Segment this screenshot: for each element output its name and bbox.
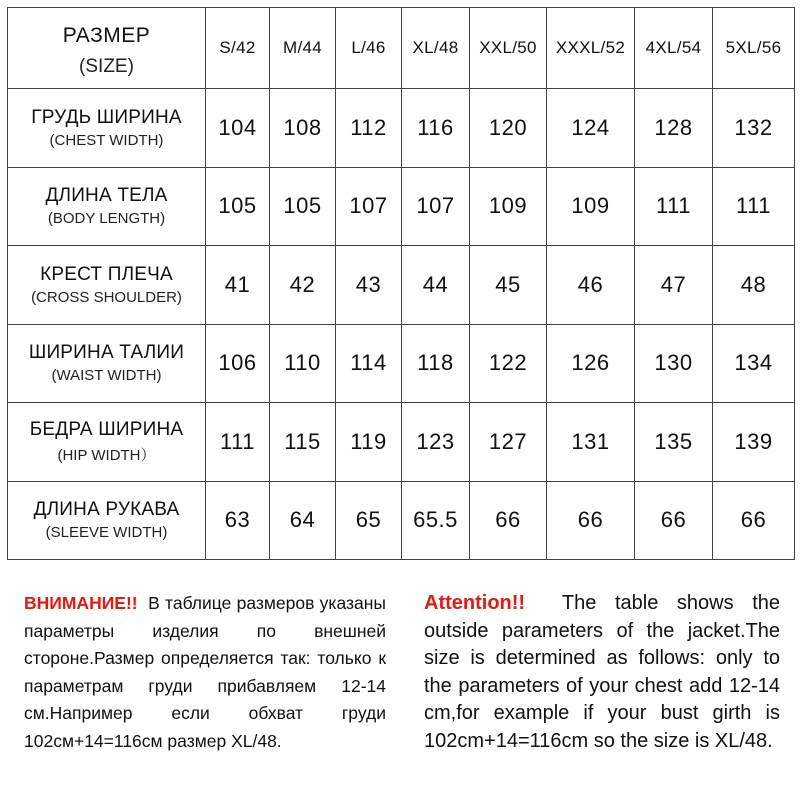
measurement-value-cell: 114 bbox=[336, 324, 402, 403]
note-text-en: The table shows the outside parameters of the jacket.The size is determined as follows: only to the parameters of your chest add 12-14 cm,for example if your bust girth is 102cm+14=116cm so the size is XL/48. bbox=[424, 592, 780, 752]
measurement-value-cell: 107 bbox=[402, 167, 470, 246]
measurement-label-cell bbox=[8, 324, 206, 403]
measurement-value-cell: 123 bbox=[402, 403, 470, 482]
measurement-value-cell: 66 bbox=[713, 481, 795, 560]
measurement-value-cell: 115 bbox=[270, 403, 336, 482]
measurement-label-ru: КРЕСТ ПЛЕЧА bbox=[40, 263, 173, 285]
measurement-value-cell: 127 bbox=[470, 403, 547, 482]
measurement-value-cell: 108 bbox=[270, 89, 336, 168]
measurement-value-cell: 122 bbox=[470, 324, 547, 403]
measurement-value-cell: 132 bbox=[713, 89, 795, 168]
measurement-label-ru: БЕДРА ШИРИНА bbox=[29, 418, 184, 440]
measurement-value-cell: 65 bbox=[336, 481, 402, 560]
warning-label-en: Attention!! bbox=[424, 592, 526, 614]
measurement-row bbox=[8, 324, 795, 403]
measurement-value-cell: 124 bbox=[547, 89, 635, 168]
size-column-header: XXXL/52 bbox=[547, 8, 635, 89]
measurement-value-cell: 109 bbox=[470, 167, 547, 246]
measurement-value-cell: 130 bbox=[635, 324, 713, 403]
measurement-value-cell: 44 bbox=[402, 246, 470, 325]
note-english bbox=[424, 590, 780, 755]
measurement-value-cell: 116 bbox=[402, 89, 470, 168]
size-title-en: (SIZE) bbox=[79, 56, 134, 77]
size-column-header: 5XL/56 bbox=[713, 8, 795, 89]
measurement-value-cell: 109 bbox=[547, 167, 635, 246]
measurement-label-en: (WAIST WIDTH) bbox=[51, 367, 162, 385]
measurement-label-en: (BODY LENGTH) bbox=[47, 210, 166, 228]
size-column-header: XXL/50 bbox=[470, 8, 547, 89]
measurement-label-cell bbox=[8, 403, 206, 482]
measurement-row bbox=[8, 246, 795, 325]
measurement-label-en: (SLEEVE WIDTH) bbox=[45, 524, 168, 542]
measurement-value-cell: 134 bbox=[713, 324, 795, 403]
measurement-value-cell: 119 bbox=[336, 403, 402, 482]
measurement-value-cell: 131 bbox=[547, 403, 635, 482]
measurement-value-cell: 111 bbox=[206, 403, 270, 482]
size-column-header: 4XL/54 bbox=[635, 8, 713, 89]
measurement-value-cell: 66 bbox=[635, 481, 713, 560]
note-text-ru: В таблице размеров указаны параметры изделия по внешней стороне.Размер определяется так: только к параметрам груди прибавляем 12-14 см.Например если обхват груди 102cм+14=116cм размер XL/48. bbox=[24, 593, 386, 751]
size-header-row bbox=[8, 8, 795, 89]
measurement-value-cell: 110 bbox=[270, 324, 336, 403]
size-corner-cell bbox=[8, 8, 206, 89]
measurement-label-cell bbox=[8, 481, 206, 560]
measurement-label-ru: ДЛИНА ТЕЛА bbox=[45, 185, 168, 207]
measurement-value-cell: 64 bbox=[270, 481, 336, 560]
measurement-label-en: (CROSS SHOULDER) bbox=[31, 288, 182, 306]
size-column-header: S/42 bbox=[206, 8, 270, 89]
measurement-value-cell: 135 bbox=[635, 403, 713, 482]
measurement-row bbox=[8, 403, 795, 482]
size-column-header: XL/48 bbox=[402, 8, 470, 89]
measurement-value-cell: 43 bbox=[336, 246, 402, 325]
measurement-value-cell: 112 bbox=[336, 89, 402, 168]
measurement-value-cell: 139 bbox=[713, 403, 795, 482]
size-chart-table bbox=[7, 7, 795, 560]
measurement-value-cell: 65.5 bbox=[402, 481, 470, 560]
measurement-row bbox=[8, 89, 795, 168]
measurement-label-cell bbox=[8, 89, 206, 168]
measurement-row bbox=[8, 481, 795, 560]
measurement-value-cell: 48 bbox=[713, 246, 795, 325]
measurement-value-cell: 104 bbox=[206, 89, 270, 168]
measurement-value-cell: 106 bbox=[206, 324, 270, 403]
measurement-label-en: (CHEST WIDTH) bbox=[49, 131, 164, 149]
size-column-header: M/44 bbox=[270, 8, 336, 89]
measurement-label-ru: ГРУДЬ ШИРИНА bbox=[31, 106, 182, 128]
measurement-value-cell: 120 bbox=[470, 89, 547, 168]
size-column-header: L/46 bbox=[336, 8, 402, 89]
measurement-value-cell: 105 bbox=[206, 167, 270, 246]
measurement-value-cell: 66 bbox=[470, 481, 547, 560]
measurement-value-cell: 41 bbox=[206, 246, 270, 325]
size-title-ru: РАЗМЕР bbox=[62, 24, 151, 47]
measurement-value-cell: 107 bbox=[336, 167, 402, 246]
measurement-value-cell: 126 bbox=[547, 324, 635, 403]
measurement-value-cell: 46 bbox=[547, 246, 635, 325]
measurement-label-ru: ДЛИНА РУКАВА bbox=[33, 499, 180, 521]
measurement-value-cell: 45 bbox=[470, 246, 547, 325]
measurement-label-cell bbox=[8, 167, 206, 246]
measurement-value-cell: 118 bbox=[402, 324, 470, 403]
measurement-label-en: (HIP WIDTH） bbox=[57, 446, 156, 464]
measurement-value-cell: 111 bbox=[713, 167, 795, 246]
measurement-value-cell: 128 bbox=[635, 89, 713, 168]
measurement-value-cell: 105 bbox=[270, 167, 336, 246]
measurement-value-cell: 47 bbox=[635, 246, 713, 325]
measurement-value-cell: 111 bbox=[635, 167, 713, 246]
measurement-label-cell bbox=[8, 246, 206, 325]
note-russian bbox=[24, 590, 386, 755]
measurement-label-ru: ШИРИНА ТАЛИИ bbox=[28, 342, 185, 364]
warning-label-ru: ВНИМАНИЕ!! bbox=[24, 593, 138, 613]
measurement-value-cell: 63 bbox=[206, 481, 270, 560]
measurement-value-cell: 42 bbox=[270, 246, 336, 325]
measurement-row bbox=[8, 167, 795, 246]
measurement-value-cell: 66 bbox=[547, 481, 635, 560]
